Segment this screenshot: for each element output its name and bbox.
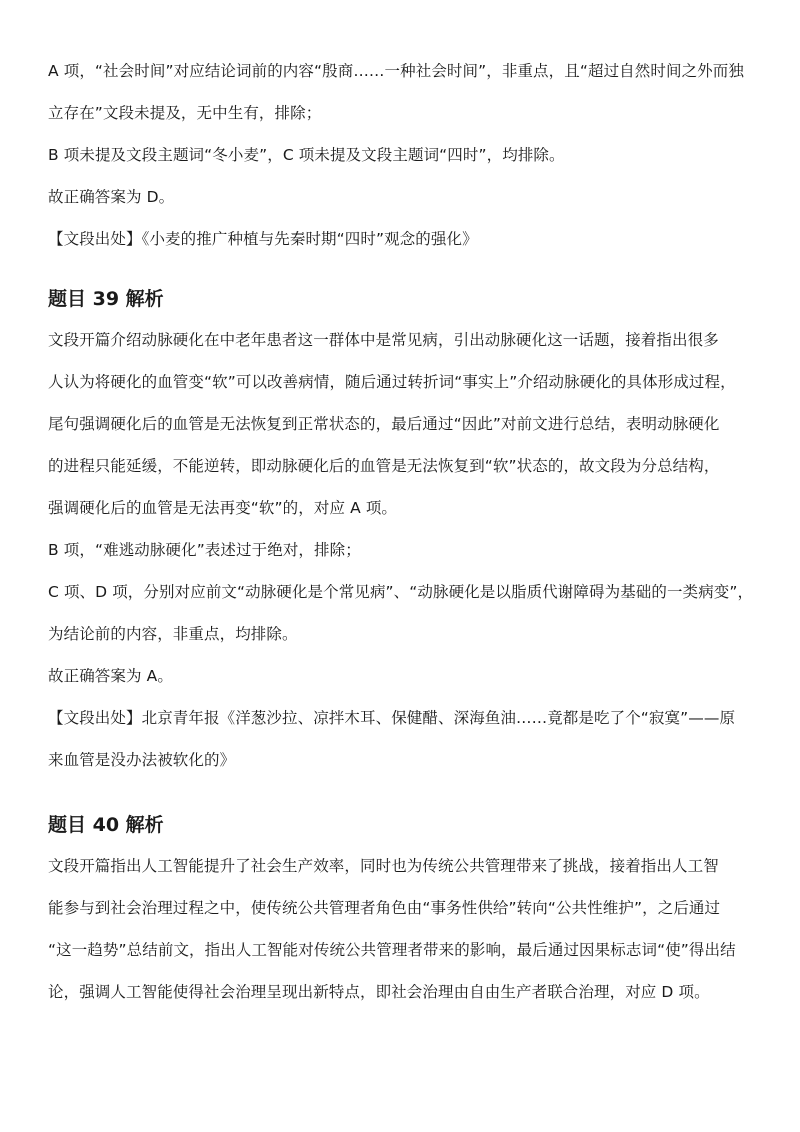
paragraph-source-38: 【文段出处】《小麦的推广种植与先秦时期“四时”观念的强化》 bbox=[48, 230, 478, 248]
q40-body-line1: 文段开篇指出人工智能提升了社会生产效率，同时也为传统公共管理带来了挑战，接着指出人工智 bbox=[48, 857, 719, 875]
paragraph-answer-d: 故正确答案为 D。 bbox=[48, 188, 175, 206]
q39-cd-options-line2: 为结论前的内容，非重点，均排除。 bbox=[48, 625, 298, 643]
q39-answer: 故正确答案为 A。 bbox=[48, 667, 173, 685]
paragraph-a-option-line2: 立存在”文段未提及，无中生有，排除； bbox=[48, 104, 322, 122]
q40-body-line3: “这一趋势”总结前文，指出人工智能对传统公共管理者带来的影响，最后通过因果标志词“使”得出结 bbox=[48, 941, 736, 959]
q39-source-line1: 【文段出处】北京青年报《洋葱沙拉、凉拌木耳、保健醋、深海鱼油……竟都是吃了个“寂寞”——原 bbox=[48, 709, 736, 727]
q39-body-line3: 尾句强调硬化后的血管是无法恢复到正常状态的，最后通过“因此”对前文进行总结，表明动脉硬化 bbox=[48, 415, 720, 433]
q39-body-line2: 人认为将硬化的血管变“软”可以改善病情，随后通过转折词“事实上”介绍动脉硬化的具体形成过程， bbox=[48, 373, 736, 391]
q40-body-line2: 能参与到社会治理过程之中，使传统公共管理者角色由“事务性供给”转向“公共性维护”，之后通过 bbox=[48, 899, 721, 917]
q39-source-line2: 来血管是没办法被软化的》 bbox=[48, 751, 236, 769]
heading-q40: 题目 40 解析 bbox=[48, 814, 164, 836]
q40-body-line4: 论，强调人工智能使得社会治理呈现出新特点，即社会治理由自由生产者联合治理，对应 D 项。 bbox=[48, 983, 710, 1001]
heading-q39: 题目 39 解析 bbox=[48, 288, 164, 310]
q39-body-line5: 强调硬化后的血管是无法再变“软”的，对应 A 项。 bbox=[48, 499, 398, 517]
q39-body-line1: 文段开篇介绍动脉硬化在中老年患者这一群体中是常见病，引出动脉硬化这一话题，接着指出很多 bbox=[48, 331, 719, 349]
q39-body-line4: 的进程只能延缓，不能逆转，即动脉硬化后的血管是无法恢复到“软”状态的，故文段为分总结构， bbox=[48, 457, 720, 475]
paragraph-bc-options: B 项未提及文段主题词“冬小麦”，C 项未提及文段主题词“四时”，均排除。 bbox=[48, 146, 565, 164]
q39-b-option: B 项，“难逃动脉硬化”表述过于绝对，排除； bbox=[48, 541, 361, 559]
paragraph-a-option-line1: A 项，“社会时间”对应结论词前的内容“殷商……一种社会时间”，非重点，且“超过自然时间之外而独 bbox=[48, 62, 744, 80]
q39-cd-options-line1: C 项、D 项，分别对应前文“动脉硬化是个常见病”、“动脉硬化是以脂质代谢障碍为基础的一类病变”， bbox=[48, 583, 754, 601]
